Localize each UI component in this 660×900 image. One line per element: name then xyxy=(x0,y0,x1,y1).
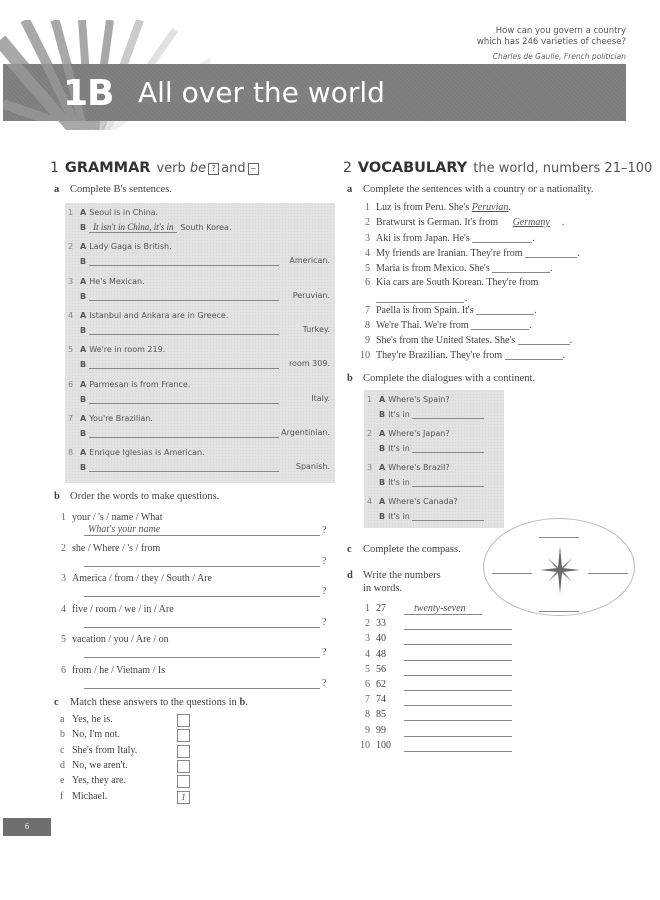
match-answer xyxy=(60,745,137,756)
speaker-a-text: Lady Gaga is British. xyxy=(89,242,172,252)
dialogue-line-a xyxy=(68,380,190,389)
speaker-b: B xyxy=(80,291,87,301)
answer-letter: a xyxy=(60,714,65,725)
item-number: 6 xyxy=(365,277,370,288)
grammar-c-instruction xyxy=(54,697,248,708)
example-answer: twenty-seven xyxy=(414,603,466,614)
exercise-letter: c xyxy=(54,697,59,708)
answer-line[interactable] xyxy=(84,566,320,567)
answer-letter: f xyxy=(60,790,64,802)
example-answer: What's your name xyxy=(88,524,161,535)
question-item xyxy=(52,665,165,676)
item-number: 3 xyxy=(365,233,370,244)
answer-line[interactable] xyxy=(404,675,512,676)
instruction-bold: b xyxy=(239,697,246,708)
subtitle-and: and xyxy=(221,161,246,176)
answer-blank[interactable] xyxy=(412,477,484,487)
word-prompt: America / from / they / South / Are xyxy=(72,573,212,584)
question-box-icon: ? xyxy=(208,163,219,175)
instruction-text: Match these answers to the questions in xyxy=(70,697,240,708)
compass-east-blank[interactable] xyxy=(588,573,628,574)
answer-line[interactable] xyxy=(404,736,512,737)
sentence-text: She's from the United States. She's xyxy=(376,335,516,346)
speaker-b: B xyxy=(379,444,386,453)
instruction-text: Complete the dialogues with a continent. xyxy=(363,373,536,384)
dialogue-line-b xyxy=(68,291,330,301)
full-stop: . xyxy=(550,263,553,274)
item-number: 1 xyxy=(68,208,74,217)
item-number: 10 xyxy=(360,350,370,361)
item-number: 2 xyxy=(68,242,74,252)
match-box[interactable]: 1 xyxy=(177,791,190,804)
exercise-letter: b xyxy=(54,491,60,502)
item-number: 9 xyxy=(365,335,370,346)
question-mark: ? xyxy=(322,647,327,658)
speaker-a: A xyxy=(379,497,386,506)
item-number: 3 xyxy=(367,463,373,472)
sentence-text: We're Thai. We're from xyxy=(376,320,469,331)
vocab-d-instruction xyxy=(347,570,441,581)
sentence-item xyxy=(356,247,580,259)
speaker-b: B xyxy=(379,512,386,521)
answer-blank[interactable] xyxy=(412,511,484,521)
sentence-text: My friends are Iranian. They're from xyxy=(376,248,523,259)
full-stop: . xyxy=(577,248,580,259)
numeral: 62 xyxy=(376,679,386,690)
speaker-a-text: Istanbul and Ankara are in Greece. xyxy=(89,310,229,320)
sentence-text: Aki is from Japan. He's xyxy=(376,233,470,244)
number-item xyxy=(356,740,391,751)
word-prompt: vacation / you / Are / on xyxy=(72,634,169,645)
match-box[interactable] xyxy=(177,775,190,788)
answer-text: No, I'm not. xyxy=(72,729,120,741)
sentence-text: Bratwurst is German. It's from xyxy=(376,217,499,228)
answer-letter: d xyxy=(60,759,65,771)
numeral: 40 xyxy=(376,633,386,645)
dialogue-line-b xyxy=(367,443,484,453)
instruction-text: Complete the sentences with a country or a nationality. xyxy=(363,184,594,195)
full-stop: . xyxy=(534,305,537,316)
number-item xyxy=(356,694,386,705)
answer-line[interactable] xyxy=(404,690,512,691)
speaker-b: B xyxy=(80,428,87,438)
speaker-b: B xyxy=(80,325,87,335)
item-number: 1 xyxy=(365,603,370,614)
quote-author: Charles de Gaulle, French politician xyxy=(492,52,626,61)
answer-text: No, we aren't. xyxy=(72,759,128,771)
item-number: 6 xyxy=(68,379,74,389)
dialogue-line-a xyxy=(68,311,228,320)
compass-ellipse xyxy=(483,518,635,616)
dialogue-line-b xyxy=(68,394,330,404)
speaker-b-text: It's in xyxy=(388,512,410,521)
vocab-d-instruction-line2: in words. xyxy=(363,583,403,594)
speaker-a-text: Seoul is in China. xyxy=(89,208,159,217)
dialogue-line-a xyxy=(68,414,153,423)
question-item xyxy=(52,573,212,584)
match-answer xyxy=(60,729,120,740)
instruction-text: Complete the compass. xyxy=(363,544,461,555)
full-stop: . xyxy=(569,335,573,346)
item-number: 5 xyxy=(365,263,370,274)
answer-blank[interactable] xyxy=(89,291,279,301)
item-number: 2 xyxy=(365,217,370,228)
item-number: 3 xyxy=(68,276,74,286)
dialogue-line-a xyxy=(68,277,145,286)
question-mark: ? xyxy=(322,586,327,597)
unit-code: 1B xyxy=(63,73,114,114)
match-box[interactable] xyxy=(177,745,190,758)
sentence-item xyxy=(356,319,532,331)
quote-line-1: How can you govern a country xyxy=(495,26,626,36)
sentence-text: Luz is from Peru. She's xyxy=(376,202,470,213)
speaker-a: A xyxy=(379,429,386,438)
item-number: 7 xyxy=(365,694,370,706)
item-number: 3 xyxy=(61,573,66,584)
unit-banner xyxy=(3,64,626,121)
answer-blank[interactable] xyxy=(492,262,550,273)
grammar-a-instruction xyxy=(54,184,172,195)
speaker-a-text: Where's Japan? xyxy=(388,429,450,438)
answer-blank[interactable] xyxy=(89,428,279,438)
answer-blank[interactable] xyxy=(89,394,279,404)
speaker-a-text: Where's Spain? xyxy=(388,395,450,404)
section-number: 1 xyxy=(50,160,59,176)
negative-box-icon: − xyxy=(248,163,259,175)
answer-blank[interactable] xyxy=(472,232,532,243)
answer-blank[interactable] xyxy=(89,359,279,369)
sentence-item xyxy=(356,202,511,213)
answer-blank[interactable] xyxy=(412,409,484,419)
speaker-b-text: It's in xyxy=(388,478,410,487)
exercise-letter: a xyxy=(54,184,60,195)
dialogue-line-a xyxy=(367,497,458,506)
dialogue-line-b xyxy=(367,511,484,521)
answer-line[interactable] xyxy=(404,629,512,630)
word-prompt: from / he / Vietnam / Is xyxy=(72,664,166,676)
vocabulary-heading xyxy=(343,160,652,176)
item-number: 4 xyxy=(367,497,373,506)
compass-north-blank[interactable] xyxy=(539,537,579,538)
sentence-text: Paella is from Spain. It's xyxy=(376,305,474,316)
match-answer xyxy=(60,714,113,725)
sentence-text: They're Brazilian. They're from xyxy=(376,350,503,361)
speaker-b: B xyxy=(379,478,386,487)
speaker-b: B xyxy=(80,257,87,267)
dialogue-line-a xyxy=(367,463,450,472)
numeral: 48 xyxy=(376,648,386,660)
speaker-b: B xyxy=(80,394,87,404)
answer-line[interactable] xyxy=(84,657,320,658)
question-item xyxy=(52,604,174,615)
speaker-a: A xyxy=(80,310,87,320)
dialogue-line-a xyxy=(367,395,450,404)
answer-line[interactable] xyxy=(404,720,512,721)
answer-blank[interactable] xyxy=(525,247,577,258)
speaker-b-text: It's in xyxy=(388,444,410,453)
answer-text: She's from Italy. xyxy=(72,744,138,756)
item-number: 8 xyxy=(365,320,370,331)
vocab-c-instruction xyxy=(347,544,461,555)
speaker-b-end: Argentinian. xyxy=(281,427,330,437)
section-subtitle: the world, numbers 21–100 xyxy=(473,161,653,176)
dialogue-line-b xyxy=(68,222,330,232)
answer-letter: b xyxy=(60,729,65,741)
item-number: 4 xyxy=(68,310,74,320)
speaker-a-text: Where's Canada? xyxy=(388,497,458,506)
compass-south-blank[interactable] xyxy=(539,611,579,612)
answer-text: Michael. xyxy=(72,790,108,802)
item-number: 6 xyxy=(61,664,66,676)
item-number: 8 xyxy=(68,448,74,458)
dialogue-line-b xyxy=(68,428,330,438)
number-item xyxy=(356,618,386,629)
question-mark: ? xyxy=(322,525,327,536)
speaker-a: A xyxy=(80,345,87,355)
speaker-b: B xyxy=(379,410,386,419)
answer-blank[interactable] xyxy=(518,334,570,345)
answer-blank[interactable] xyxy=(89,256,279,266)
item-number: 5 xyxy=(61,634,66,645)
speaker-b-text: It's in xyxy=(388,410,410,419)
answer-line[interactable] xyxy=(404,751,512,752)
item-number: 1 xyxy=(365,202,370,213)
numeral: 74 xyxy=(376,694,386,706)
numeral: 27 xyxy=(376,603,386,614)
dialogue-line-b xyxy=(367,477,484,487)
speaker-a: A xyxy=(379,395,386,404)
question-item xyxy=(52,543,160,554)
answer-text: Yes, he is. xyxy=(72,714,113,725)
dialogue-line-b xyxy=(367,409,484,419)
number-item xyxy=(356,633,386,644)
answer-line[interactable] xyxy=(84,535,320,536)
speaker-a-text: You're Brazilian. xyxy=(89,413,153,423)
dialogue-line-a xyxy=(68,345,165,354)
instruction-text: Order the words to make questions. xyxy=(70,491,220,502)
match-answer xyxy=(60,760,128,771)
speaker-a-text: He's Mexican. xyxy=(89,276,145,286)
question-item xyxy=(52,512,163,523)
numeral: 85 xyxy=(376,709,386,721)
subtitle-be: be xyxy=(189,161,207,176)
dialogue-line-b xyxy=(68,462,330,472)
answer-line[interactable] xyxy=(404,705,512,706)
answer-blank[interactable] xyxy=(471,319,529,330)
speaker-a: A xyxy=(80,448,87,458)
instruction-text: Complete B's sentences. xyxy=(70,184,172,195)
answer-blank[interactable] xyxy=(89,462,279,472)
number-item xyxy=(356,709,386,720)
item-number: 3 xyxy=(365,633,370,645)
number-item xyxy=(356,725,386,736)
question-item xyxy=(52,634,169,645)
exercise-letter: b xyxy=(347,373,353,384)
dialogue-line-b xyxy=(68,325,330,335)
compass-west-blank[interactable] xyxy=(492,573,532,574)
match-box[interactable] xyxy=(177,760,190,773)
section-title: VOCABULARY xyxy=(357,160,468,176)
example-answer: Peruvian xyxy=(471,202,509,213)
speaker-b-end: South Korea. xyxy=(180,223,232,232)
item-number: 7 xyxy=(365,305,370,316)
item-number: 10 xyxy=(360,739,370,751)
exercise-letter: a xyxy=(347,184,353,195)
item-number: 4 xyxy=(61,603,66,615)
answer-line[interactable] xyxy=(84,688,320,689)
number-item xyxy=(356,664,386,675)
speaker-b-end: Turkey. xyxy=(302,324,330,334)
speaker-a: A xyxy=(80,379,87,389)
numeral: 33 xyxy=(376,618,386,630)
grammar-heading xyxy=(50,160,261,176)
exercise-letter: d xyxy=(347,570,353,581)
answer-blank[interactable] xyxy=(89,325,279,335)
numeral: 100 xyxy=(376,739,391,751)
vocab-a-instruction xyxy=(347,184,594,195)
word-prompt: she / Where / 's / from xyxy=(72,542,161,554)
word-prompt: your / 's / name / What xyxy=(72,512,163,523)
section-title: GRAMMAR xyxy=(64,160,151,176)
speaker-a-text: Parmesan is from France. xyxy=(89,379,191,389)
word-prompt: five / room / we / in / Are xyxy=(72,603,174,615)
answer-letter: c xyxy=(60,744,65,756)
answer-line[interactable] xyxy=(84,596,320,597)
unit-title: All over the world xyxy=(138,76,385,109)
item-number: 2 xyxy=(61,542,66,554)
number-item xyxy=(356,649,386,660)
speaker-a: A xyxy=(379,463,386,472)
item-number: 5 xyxy=(365,663,370,675)
full-stop: . xyxy=(465,293,468,304)
section-number: 2 xyxy=(343,160,352,176)
page-number: 6 xyxy=(3,818,51,836)
sentence-item xyxy=(356,232,535,244)
full-stop: . xyxy=(508,202,511,213)
item-number: 5 xyxy=(68,345,74,355)
item-number: 7 xyxy=(68,413,74,423)
speaker-b-end: Italy. xyxy=(311,393,330,403)
question-mark: ? xyxy=(322,555,327,567)
full-stop: . xyxy=(561,217,565,228)
compass-rose-icon xyxy=(539,544,581,596)
numeral: 56 xyxy=(376,663,386,675)
speaker-a: A xyxy=(80,208,87,217)
answer-blank[interactable] xyxy=(376,302,464,303)
speaker-b-end: American. xyxy=(289,256,330,266)
vocab-b-instruction xyxy=(347,373,535,384)
question-mark: ? xyxy=(322,677,327,689)
speaker-b-end: Peruvian. xyxy=(292,290,330,300)
sentence-item xyxy=(356,349,565,361)
match-box[interactable] xyxy=(177,729,190,742)
number-item xyxy=(356,679,386,690)
answer-line[interactable] xyxy=(404,660,512,661)
item-number: 6 xyxy=(365,679,370,690)
answer-text: Yes, they are. xyxy=(72,775,126,787)
speaker-b-end: room 309. xyxy=(288,359,330,369)
grammar-b-instruction xyxy=(54,491,219,502)
match-box[interactable] xyxy=(177,714,190,727)
item-number: 1 xyxy=(61,512,66,523)
item-number: 1 xyxy=(367,395,373,404)
speaker-b-end: Spanish. xyxy=(295,462,330,472)
sentence-text: Maria is from Mexico. She's xyxy=(376,263,490,274)
example-answer: It isn't in China, it's in xyxy=(89,222,177,233)
answer-line[interactable] xyxy=(404,614,482,615)
answer-line[interactable] xyxy=(84,627,320,628)
exercise-letter: c xyxy=(347,544,352,555)
answer-blank[interactable] xyxy=(412,443,484,453)
subtitle-verb: verb xyxy=(156,161,186,176)
match-answer xyxy=(60,775,126,786)
dialogue-line-a xyxy=(68,448,205,457)
instruction-end: . xyxy=(245,697,248,708)
match-answer xyxy=(60,791,107,802)
answer-blank[interactable] xyxy=(476,304,534,315)
speaker-b: B xyxy=(80,463,87,473)
speaker-b: B xyxy=(80,360,87,370)
sentence-item xyxy=(356,334,572,346)
item-number: 4 xyxy=(365,248,370,259)
item-number: 2 xyxy=(365,618,370,630)
header-quote xyxy=(477,26,626,62)
item-number: 8 xyxy=(365,709,370,721)
dialogue-line-a xyxy=(367,429,450,438)
sentence-item xyxy=(356,262,553,274)
item-number: 4 xyxy=(365,648,370,660)
dialogue-line-a xyxy=(68,242,172,251)
speaker-a: A xyxy=(80,413,87,423)
number-item xyxy=(356,603,386,614)
item-number: 2 xyxy=(367,429,373,438)
numeral: 99 xyxy=(376,724,386,736)
full-stop: . xyxy=(562,350,566,361)
answer-blank[interactable] xyxy=(505,349,563,360)
speaker-a: A xyxy=(80,276,87,286)
answer-letter: e xyxy=(60,775,65,787)
speaker-a-text: Enrique Iglesias is American. xyxy=(89,448,205,458)
speaker-b: B xyxy=(80,223,87,232)
answer-line[interactable] xyxy=(404,644,512,645)
sentence-item xyxy=(356,277,538,288)
dialogue-line-b xyxy=(68,359,330,369)
speaker-a-text: Where's Brazil? xyxy=(388,463,450,472)
question-mark: ? xyxy=(322,616,327,628)
full-stop: . xyxy=(532,233,535,244)
example-answer: Germany xyxy=(512,217,550,228)
sentence-item xyxy=(356,304,537,316)
sentence-text: Kia cars are South Korean. They're from xyxy=(376,277,539,288)
dialogue-line-a xyxy=(68,208,158,217)
full-stop: . xyxy=(529,320,532,331)
quote-line-2: which has 246 varieties of cheese? xyxy=(476,37,626,47)
speaker-a: A xyxy=(80,242,87,252)
speaker-a-text: We're in room 219. xyxy=(89,345,166,355)
instruction-text: Write the numbers xyxy=(363,570,441,581)
sentence-item xyxy=(356,217,564,228)
dialogue-line-b xyxy=(68,256,330,266)
item-number: 9 xyxy=(365,724,370,736)
